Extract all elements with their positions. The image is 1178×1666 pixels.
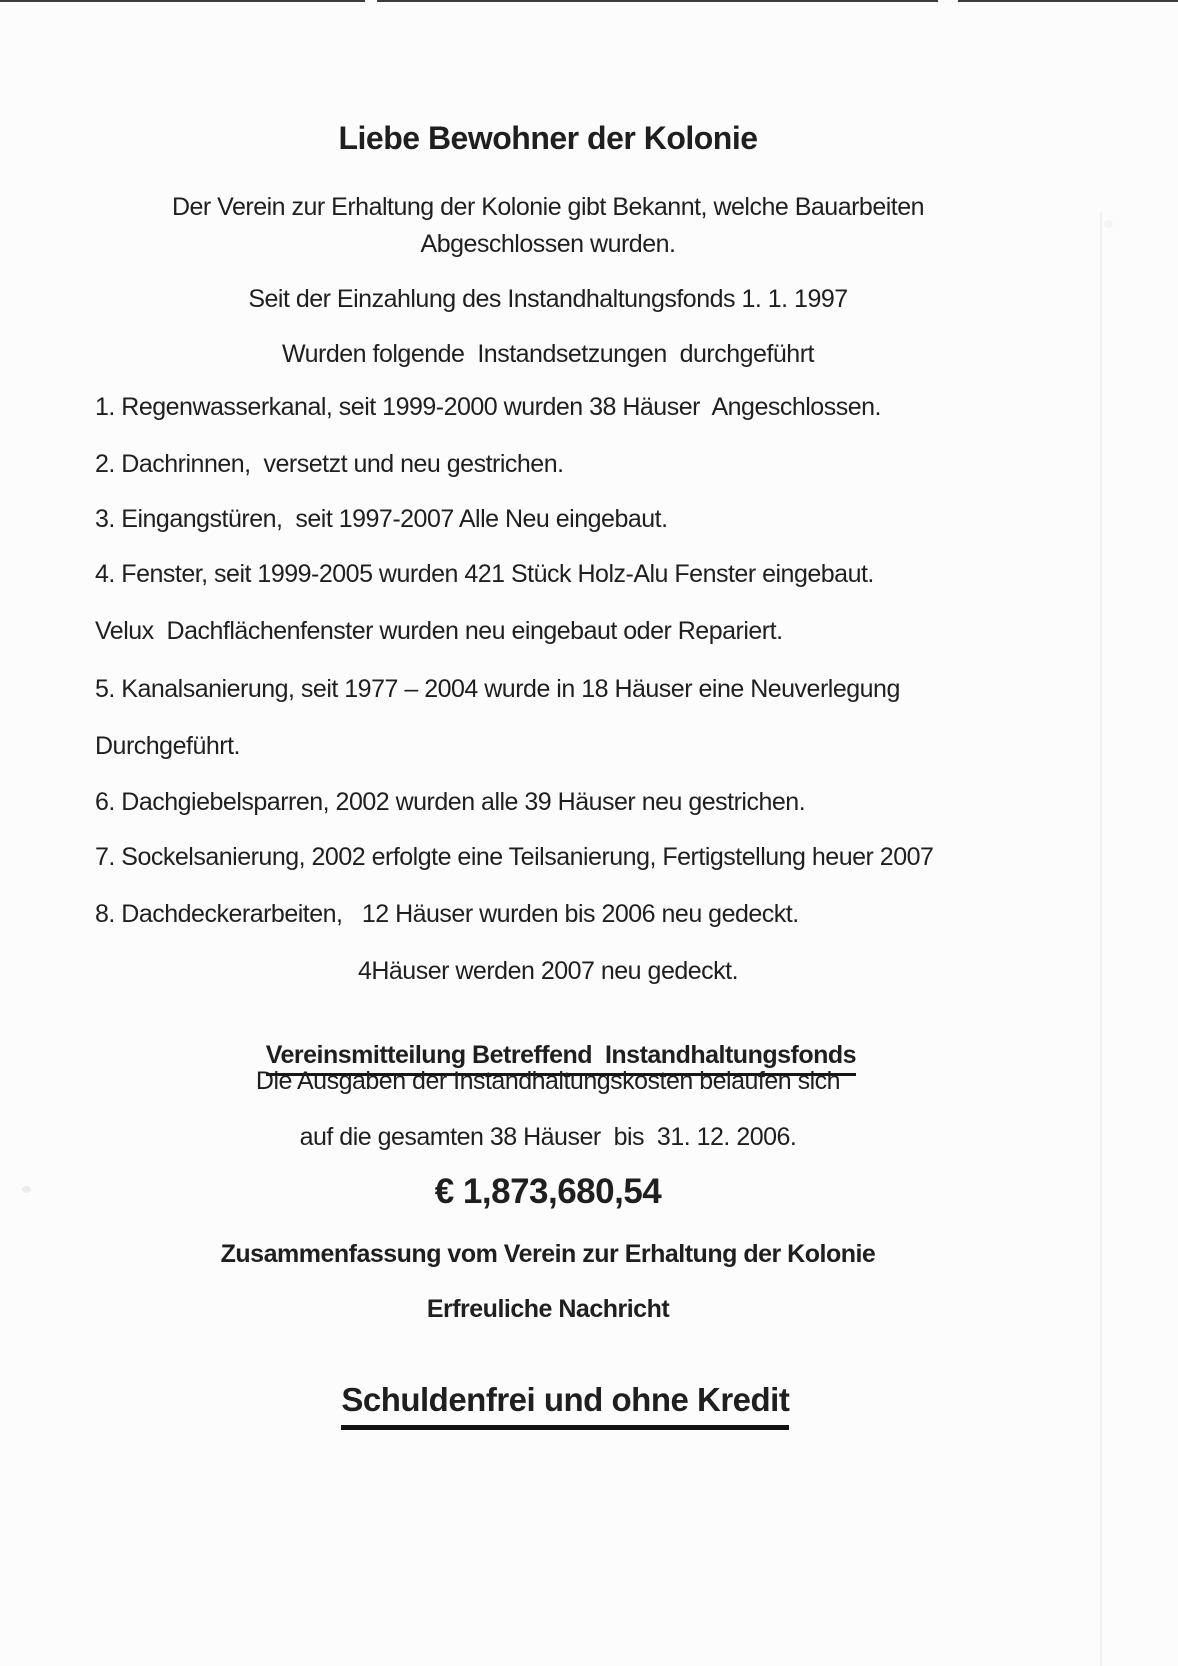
good-news-line: Erfreuliche Nachricht	[426, 1295, 670, 1323]
scan-artifact-top-edge-segment	[958, 0, 1178, 2]
intro-line-1: Der Verein zur Erhaltung der Kolonie gibt Bekannt, welche Bauarbeiten	[171, 193, 925, 221]
list-item-4-continuation: Velux Dachflächenfenster wurden neu eingebaut oder Repariert.	[95, 617, 783, 645]
fund-info-line: Seit der Einzahlung des Instandhaltungsfonds 1. 1. 1997	[248, 285, 848, 313]
list-item-5: 5. Kanalsanierung, seit 1977 – 2004 wurde in 18 Häuser eine Neuverlegung	[95, 675, 900, 703]
list-item-2: 2. Dachrinnen, versetzt und neu gestrichen.	[95, 450, 564, 478]
list-item-6: 6. Dachgiebelsparren, 2002 wurden alle 39 Häuser neu gestrichen.	[95, 788, 806, 816]
list-item-5-continuation: Durchgeführt.	[95, 732, 240, 760]
list-item-8: 8. Dachdeckerarbeiten, 12 Häuser wurden bis 2006 neu gedeckt.	[95, 900, 799, 928]
list-item-7: 7. Sockelsanierung, 2002 erfolgte eine Teilsanierung, Fertigstellung heuer 2007	[95, 843, 934, 871]
scan-artifact-top-edge-segment	[377, 0, 938, 2]
document-title: Liebe Bewohner der Kolonie	[338, 120, 758, 156]
scan-artifact-speck	[1104, 220, 1113, 228]
works-intro-line: Wurden folgende Instandsetzungen durchgeführt	[282, 340, 814, 368]
summary-line: Zusammenfassung vom Verein zur Erhaltung der Kolonie	[220, 1240, 876, 1268]
list-item-1: 1. Regenwasserkanal, seit 1999-2000 wurden 38 Häuser Angeschlossen.	[95, 393, 881, 421]
announcement-heading-text: Vereinsmitteilung Betreffend Instandhaltungsfonds	[266, 1040, 856, 1076]
intro-line-2: Abgeschlossen wurden.	[420, 230, 676, 258]
list-item-3: 3. Eingangstüren, seit 1997-2007 Alle Neu eingebaut.	[95, 505, 668, 533]
scan-artifact-top-edge-segment	[0, 0, 365, 2]
costs-line-2: auf die gesamten 38 Häuser bis 31. 12. 2006.	[299, 1123, 797, 1151]
costs-line-1: Die Ausgaben der Instandhaltungskosten belaufen sich	[255, 1067, 841, 1095]
final-heading-text: Schuldenfrei und ohne Kredit	[341, 1380, 789, 1430]
total-amount: € 1,873,680,54	[434, 1172, 662, 1211]
list-item-8-continuation: 4Häuser werden 2007 neu gedeckt.	[357, 957, 739, 985]
list-item-4: 4. Fenster, seit 1999-2005 wurden 421 Stück Holz-Alu Fenster eingebaut.	[95, 560, 874, 588]
scan-artifact-right-edge-line	[1100, 212, 1102, 1666]
final-heading	[0, 1340, 1096, 1470]
